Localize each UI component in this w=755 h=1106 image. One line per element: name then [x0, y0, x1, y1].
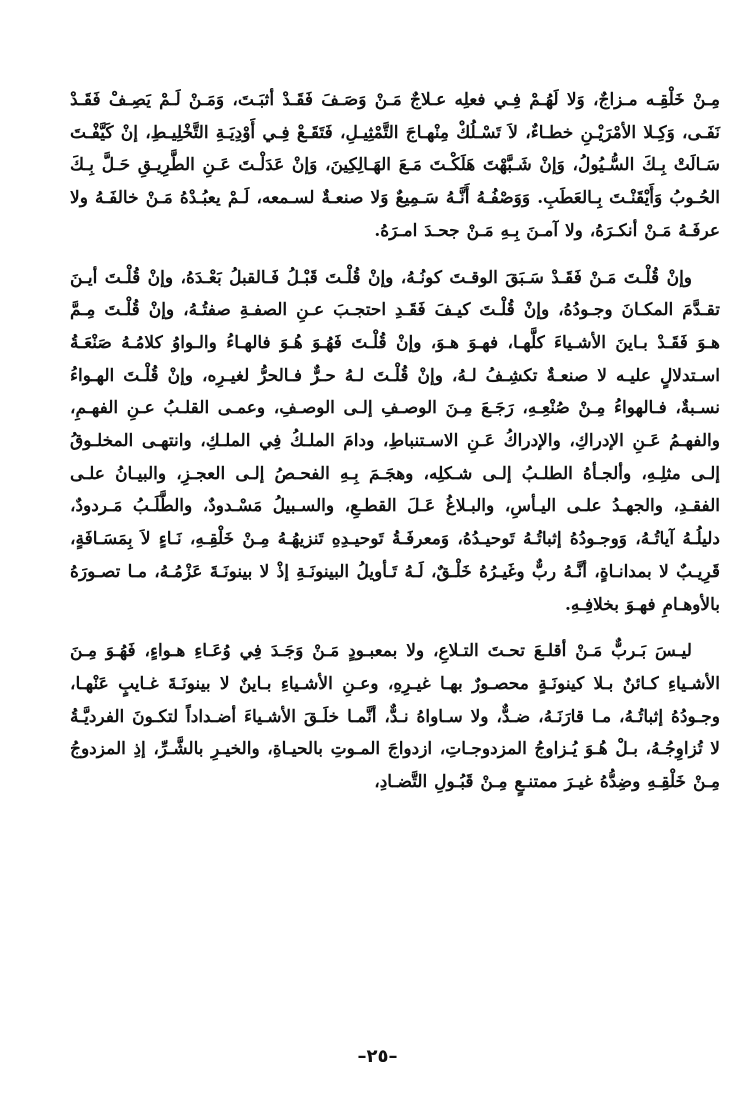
- page-number: –٢٥–: [357, 1046, 398, 1067]
- body-text: [70, 84, 720, 799]
- paragraph-gap: [70, 248, 720, 262]
- paragraph-3: ليـسَ بَـربٌّ مَـنْ أقلـعَ تحـتَ التـلاعِ، ولا بمعبـودٍ مَـنْ وَجَـدَ فِي وُعَـاءِ هـواءٍ، فَهُـوَ مِـنَ الأشـياءِ كـائنٌ بـلا كينونَـةٍ محصـورٌ بهـا غيـرِهِ، وعـنِ الأشـياءِ بـاينٌ لا بينونَـةَ غـايبٍ عَنْهـا، وجـودُهُ إثباتُـهُ، مـا قارَنَـهُ، ضـدٌّ، ولا سـاواهُ نـدٌّ، أنَّمـا خلَـقَ الأشـياءَ أضـداداً لتكـونَ الفرديَّـةُ لا تُزاوِجُـهُ، بـلْ هُـوَ يُـزاوجُ المزدوجـاتِ، ازدواجَ المـوتِ بالحيـاةِ، والخيـرِ بالشَّـرِّ، إذِ المزدوجُ مِـنْ خَلْقِـهِ وضِدُّهُ غيـرَ ممتنـعٍ مِـنْ قَبُـولِ التَّضـادِ،: [70, 641, 720, 793]
- paragraph-2: وإنْ قُلْـتَ مَـنْ فَقَـدْ سَـبَقَ الوقـتَ كونُـهُ، وإنْ قُلْـتَ قَبْـلُ فَـالقبلُ بَعْـدَهُ، وإنْ قُلْـتَ أيـنَ تقـدَّمَ المكـانَ وجـودُهُ، وإنْ قُلْـتَ كيـفَ فَقَـدِ احتجـبَ عـنِ الصفـةِ صفتُـهُ، وإنْ قُلْـتَ مِـمَّ هـوَ فَقَـدْ بـاينَ الأشـياءَ كلَّهـا، فهـوَ هـوَ، وإنْ قُلْـتَ فَهُـوَ هُـوَ فالهـاءُ والـواوُ كلامُـهُ صَنْعَـةُ اسـتدلالٍ عليـه لا صنعـةٌ تكشِـفُ لـهُ، وإنْ قُلْـتَ لـهُ حـرٌّ فـالحرُّ لغيـرِه، وإنْ قُلْـتَ الهـواءُ نسـبةٌ، فـالهواءُ مِـنْ صُنْعِـهِ، رَجَـعَ مِـنَ الوصـفِ إلـى الوصـفِ، وعمـى القلـبُ عـنِ الفهـمِ، والفهـمُ عَـنِ الإدراكِ، والإدراكُ عَـنِ الاسـتنباطِ، ودامَ الملـكُ فِي الملـكِ، وانتهـى المخلـوقُ إلـى مثلِـهِ، وألجـأهُ الطلـبُ إلـى شـكلِه، وهجَـمَ بِـهِ الفحـصُ إلـى العجـزِ، والبيـانُ علـى الفقـدِ، والجهـدُ علـى اليـأسِ، والبـلاغُ عَـلَ القطـعِ، والسـبيلُ مَسْـدودٌ، والطَّلَـبُ مَـردودٌ، دليلُـهُ آياتُـهُ، وَوجـودُهُ إثباتُـهُ تَوحيـدُهُ، وَمعرفَـةُ تَوحيـدِهِ تَنزيهُـهُ مِـنْ خَلْقِـهِ، نَـاءٍ لاَ بِمَسَـافَةٍ، قَرِيـبٌ لا بمدانـاةٍ، أنَّـهُ ربٌّ وغَيـرُهُ خَلْـقٌ، لَـهُ تَـأويلُ البينونَـةِ إذْ لا بينونَـةَ عَزْمُـهُ، مـا تصـورَهُ بالأوهـامِ فهـوَ بخلافِـهِ.: [70, 267, 720, 615]
- paragraph-1: مِـنْ خَلْقِـه مـزاجٌ، وَلا لَهُـمْ فِـي فعلِه عـلاجٌ مَـنْ وَصَـفَ فَقَـدْ أثبَـتَ، وَمَـنْ لَـمْ يَصِـفْ فَقَـدْ نَفَـى، وَكِـلا الأمْرَيْـنِ خطـاءٌ، لاَ تَسْـلُكْ مِنْهـاجَ التَّمْثِيـلِ، فَتَقَـعْ فِـي أَوْدِيَـةِ التَّخْلِيـطِ، إنْ كَيَّفْـتَ سَـالَتْ بِـكَ السُّـيُولُ، وَإنْ شَـبَّهْتَ هَلَكْـتَ مَـعَ الهَـالِكِينَ، وَإنْ عَدَلْـتَ عَـنِ الطَّرِيـقِ حَـلَّ بِـكَ الحُـوبُ وَأَيْقَنْـتَ بِـالعَطَبِ. وَوَصْفُـهُ أَنَّـهُ سَـمِيعٌ وَلا صنعـةٌ لسـمعه، لَـمْ يعبُـدْهُ مَـنْ خالفَـهُ ولا عرفَـهُ مَـنْ أنكـرَهُ، ولا آمـنَ بِـهِ مَـنْ جحـدَ امـرَهُ.: [70, 90, 720, 241]
- paragraph-gap: [70, 621, 720, 635]
